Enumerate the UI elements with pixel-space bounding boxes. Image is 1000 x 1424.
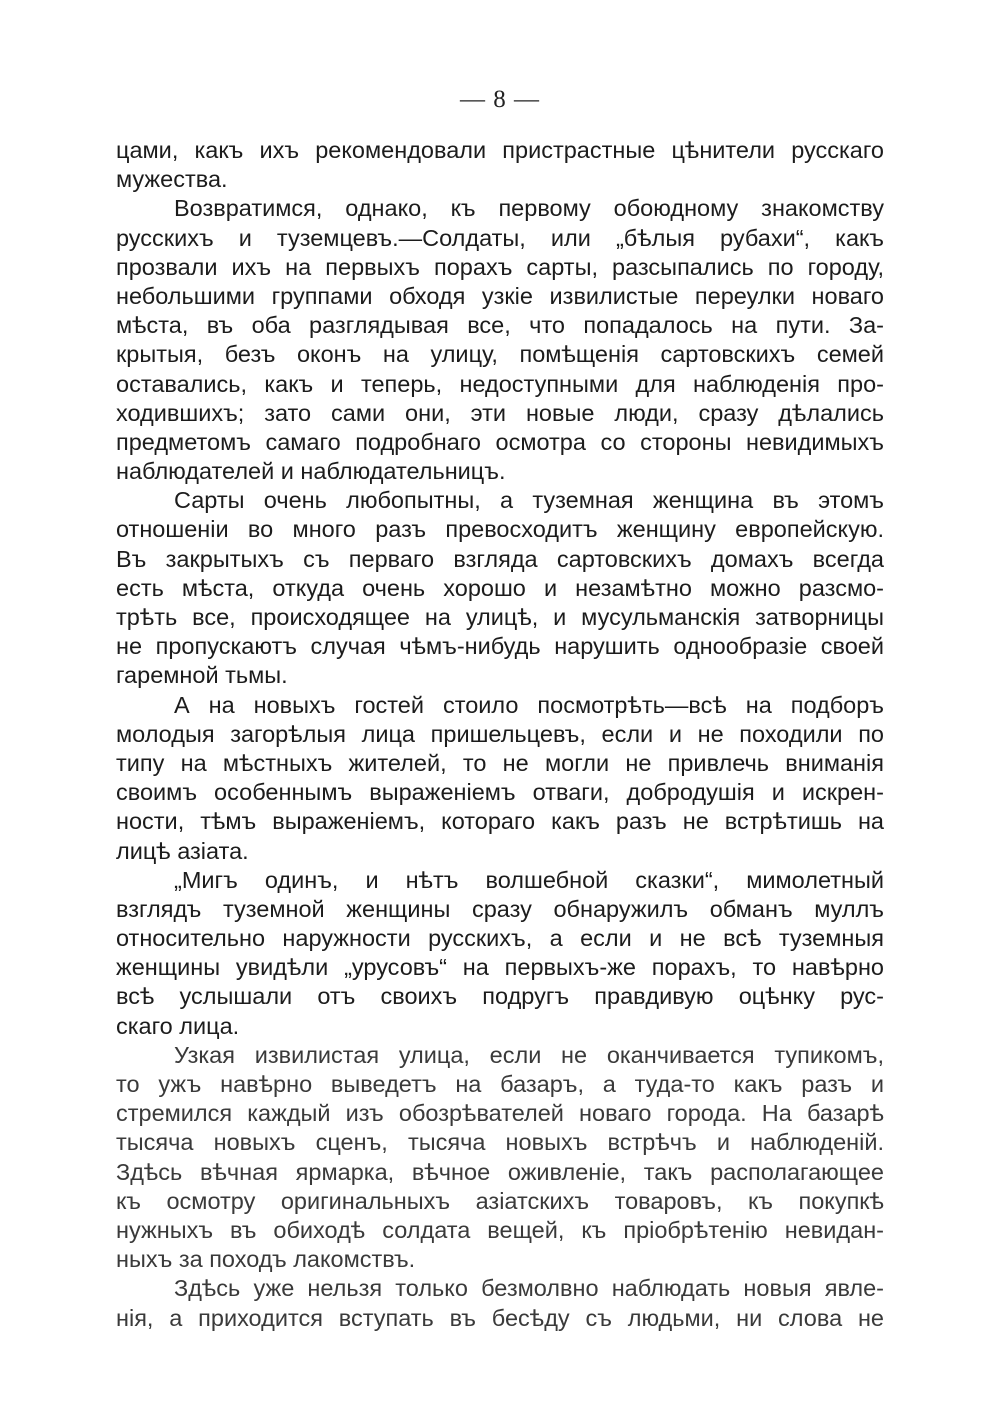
body-text: [116, 136, 884, 1376]
text-line: Узкая извилистая улица, если не оканчивается тупикомъ,: [174, 1041, 884, 1068]
text-line: молодыя загорѣлыя лица пришельцевъ, если и не походили по: [116, 720, 884, 747]
text-line: лицѣ азіата.: [116, 837, 249, 864]
text-line: есть мѣста, откуда очень хорошо и незамѣтно можно разсмо-: [116, 574, 884, 601]
text-line: не пропускаютъ случая чѣмъ-нибудь нарушить однообразіе своей: [116, 633, 884, 660]
text-line: относительно наружности русскихъ, а если и не всѣ туземныя: [116, 925, 884, 952]
text-line: крытыя, безъ оконъ на улицу, помѣщенія сартовскихъ семей: [116, 341, 884, 368]
text-line: всѣ услышали отъ своихъ подругъ правдивую оцѣнку рус-: [116, 983, 884, 1010]
text-line: тысяча новыхъ сценъ, тысяча новыхъ встрѣчъ и наблюденій.: [116, 1129, 884, 1156]
text-line: предметомъ самаго подробнаго осмотра со стороны невидимыхъ: [116, 428, 884, 455]
text-line: своимъ особеннымъ выраженіемъ отваги, добродушія и искрен-: [116, 779, 884, 806]
text-line: нія, а приходится вступать въ бесѣду съ людьми, ни слова не: [116, 1304, 884, 1331]
text-line: Въ закрытыхъ съ перваго взгляда сартовскихъ домахъ всегда: [116, 545, 884, 572]
text-line: гаремной тьмы.: [116, 662, 288, 689]
text-line: А на новыхъ гостей стоило посмотрѣть—всѣ на подборъ: [174, 691, 884, 718]
text-line: то ужъ навѣрно выведетъ на базаръ, а туда-то какъ разъ и: [116, 1071, 884, 1097]
text-line: типу на мѣстныхъ жителей, то не могли не привлечь вниманія: [116, 749, 884, 776]
text-line: скаго лица.: [116, 1012, 240, 1039]
text-line: прозвали ихъ на первыхъ порахъ сарты, разсыпались по городу,: [116, 253, 884, 280]
text-line: ныхъ за походъ лакомствъ.: [116, 1246, 416, 1273]
text-line: Возвратимся, однако, къ первому обоюдному знакомству: [174, 195, 884, 222]
text-line: взглядъ туземной женщины сразу обнаружилъ обманъ муллъ: [116, 895, 884, 922]
page-number: — 8 —: [460, 86, 540, 113]
text-line: Здѣсь уже нельзя только безмолвно наблюдать новыя явле-: [174, 1275, 884, 1302]
text-line: цами, какъ ихъ рекомендовали пристрастные цѣнители русскаго: [116, 137, 884, 163]
text-line: къ осмотру оригинальныхъ азіатскихъ товаровъ, къ покупкѣ: [116, 1187, 884, 1214]
text-line: мужества.: [116, 166, 228, 193]
text-line: мѣста, въ оба разглядывая все, что попадалось на пути. За-: [116, 312, 884, 339]
text-line: небольшими группами обходя узкіе извилистые переулки новаго: [116, 282, 884, 309]
text-line: русскихъ и туземцевъ.—Солдаты, или „бѣлыя рубахи“, какъ: [116, 224, 884, 251]
text-line: стремился каждый изъ обозрѣвателей новаго города. На базарѣ: [116, 1100, 884, 1127]
text-line: оставались, какъ и теперь, недоступными для наблюденія про-: [116, 370, 884, 397]
text-line: Сарты очень любопытны, а туземная женщина въ этомъ: [174, 487, 884, 514]
text-line: ности, тѣмъ выраженіемъ, котораго какъ разъ не встрѣтишь на: [116, 808, 884, 835]
text-line: наблюдателей и наблюдательницъ.: [116, 458, 506, 485]
text-line: ходившихъ; зато сами они, эти новые люди, сразу дѣлались: [116, 399, 884, 426]
text-line: „Мигъ одинъ, и нѣтъ волшебной сказки“, мимолетный: [174, 866, 884, 893]
text-line: Здѣсь вѣчная ярмарка, вѣчное оживленіе, такъ располагающее: [116, 1158, 884, 1185]
text-line: женщины увидѣли „урусовъ“ на первыхъ-же порахъ, то навѣрно: [116, 954, 884, 981]
text-line: нужныхъ въ обиходѣ солдата вещей, къ пріобрѣтенію невидан-: [116, 1216, 884, 1243]
text-line: трѣть все, происходящее на улицѣ, и мусульманскія затворницы: [116, 604, 884, 630]
text-line: отношеніи во много разъ превосходитъ женщину европейскую.: [116, 516, 884, 543]
